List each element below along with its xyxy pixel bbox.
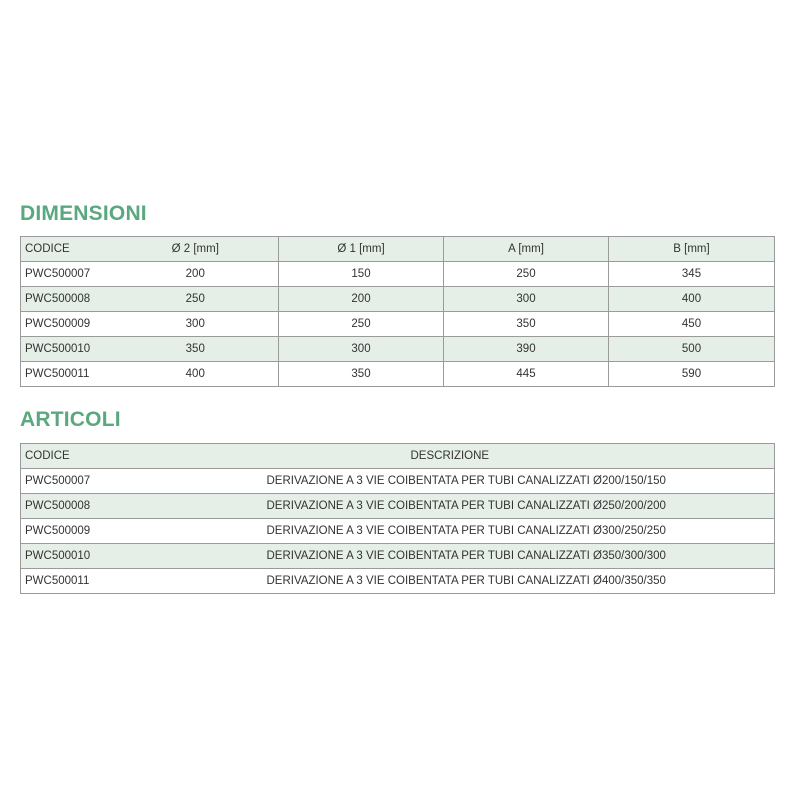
table-row [21,469,775,494]
cell-code: PWC500010 [21,544,113,569]
header-diameter-2: Ø 2 [mm] [113,237,279,262]
cell-description: DERIVAZIONE A 3 VIE COIBENTATA PER TUBI CANALIZZATI Ø300/250/250 [113,519,775,544]
dimensioni-title: DIMENSIONI [20,202,147,225]
cell-diameter-1: 300 [279,337,444,362]
cell-a: 300 [444,287,609,312]
cell-diameter-1: 250 [279,312,444,337]
cell-b: 400 [609,287,775,312]
table-row [21,337,775,362]
cell-description: DERIVAZIONE A 3 VIE COIBENTATA PER TUBI CANALIZZATI Ø350/300/300 [113,544,775,569]
header-codice: CODICE [21,444,113,469]
cell-code: PWC500010 [21,337,113,362]
cell-diameter-2: 400 [113,362,279,387]
header-codice: CODICE [21,237,113,262]
header-a: A [mm] [444,237,609,262]
table-header-row [21,237,775,262]
header-diameter-1: Ø 1 [mm] [279,237,444,262]
cell-diameter-2: 250 [113,287,279,312]
cell-diameter-1: 350 [279,362,444,387]
cell-b: 590 [609,362,775,387]
table-row [21,569,775,594]
table-row [21,312,775,337]
cell-code: PWC500008 [21,287,113,312]
cell-description: DERIVAZIONE A 3 VIE COIBENTATA PER TUBI CANALIZZATI Ø200/150/150 [113,469,775,494]
cell-b: 500 [609,337,775,362]
cell-a: 445 [444,362,609,387]
cell-code: PWC500008 [21,494,113,519]
cell-code: PWC500011 [21,362,113,387]
cell-a: 390 [444,337,609,362]
articoli-title: ARTICOLI [20,408,121,431]
cell-description: DERIVAZIONE A 3 VIE COIBENTATA PER TUBI CANALIZZATI Ø250/200/200 [113,494,775,519]
cell-diameter-2: 350 [113,337,279,362]
cell-diameter-2: 300 [113,312,279,337]
table-row [21,519,775,544]
cell-diameter-1: 150 [279,262,444,287]
cell-code: PWC500007 [21,469,113,494]
cell-a: 250 [444,262,609,287]
cell-diameter-2: 200 [113,262,279,287]
cell-diameter-1: 200 [279,287,444,312]
header-b: B [mm] [609,237,775,262]
cell-b: 450 [609,312,775,337]
cell-description: DERIVAZIONE A 3 VIE COIBENTATA PER TUBI CANALIZZATI Ø400/350/350 [113,569,775,594]
cell-code: PWC500009 [21,519,113,544]
table-row [21,262,775,287]
cell-a: 350 [444,312,609,337]
cell-b: 345 [609,262,775,287]
cell-code: PWC500007 [21,262,113,287]
dimensioni-table [20,236,775,387]
cell-code: PWC500009 [21,312,113,337]
table-row [21,362,775,387]
header-descrizione: DESCRIZIONE [113,444,775,469]
table-header-row [21,444,775,469]
table-row [21,544,775,569]
cell-code: PWC500011 [21,569,113,594]
table-row [21,494,775,519]
table-row [21,287,775,312]
articoli-table [20,443,775,594]
